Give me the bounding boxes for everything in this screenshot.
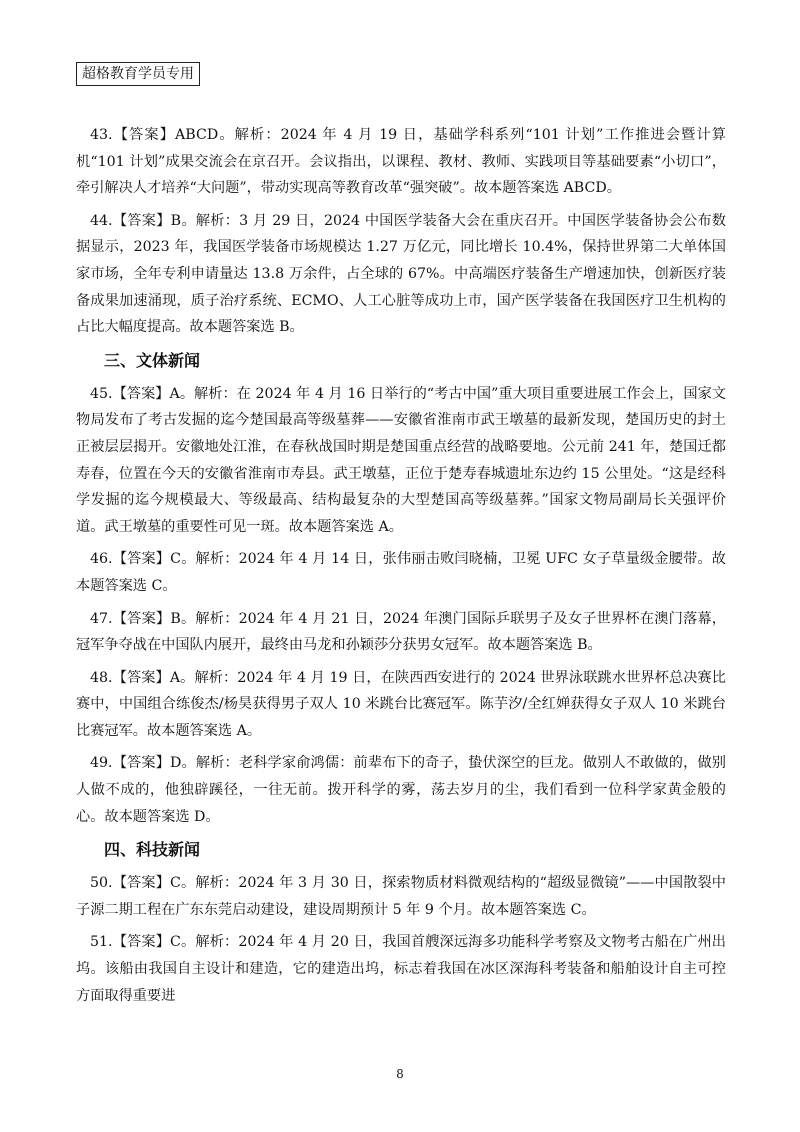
- answer-49: 49.【答案】D。解析：老科学家俞鸿儒：前辈布下的奇子，蛰伏深空的巨龙。做别人不敢做的，做别人做不成的，他独辟蹊径，一往无前。拨开科学的雾，荡去岁月的尘，我们看到一位科学家黄金般的心。故本题答案选 D。: [76, 755, 726, 825]
- document-body: [76, 122, 726, 1015]
- section-heading-culture-sports: 三、文体新闻: [104, 350, 201, 370]
- answer-47: 47.【答案】B。解析：2024 年 4 月 21 日，2024 年澳门国际乒联男子及女子世界杯在澳门落幕，冠军争夺战在中国队内展开，最终由马龙和孙颖莎分获男女冠军。故本题答案选 B。: [76, 610, 726, 654]
- section-heading-tech: 四、科技新闻: [104, 840, 201, 860]
- answer-46: 46.【答案】C。解析：2024 年 4 月 14 日，张伟丽击败闫晓楠，卫冕 UFC 女子草量级金腰带。故本题答案选 C。: [76, 551, 726, 594]
- answer-43: 43.【答案】ABCD。解析：2024 年 4 月 19 日，基础学科系列“101 计划”工作推进会暨计算机“101 计划”成果交流会在京召开。会议指出，以课程、教材、教师、实践项目等基础要素“小切口”，牵引解决人才培养“大问题”，带动实现高等教育改革“强突破”。故本题答案选 ABCD。: [76, 127, 726, 197]
- answer-51: 51.【答案】C。解析：2024 年 4 月 20 日，我国首艘深远海多功能科学考察及文物考古船在广州出坞。该船由我国自主设计和建造，它的建造出坞，标志着我国在冰区深海科考装备和船舶设计自主可控方面取得重要进: [76, 934, 726, 1004]
- answer-45: 45.【答案】A。解析：在 2024 年 4 月 16 日举行的“考古中国”重大项目重要进展工作会上，国家文物局发布了考古发掘的迄今楚国最高等级墓葬——安徽省淮南市武王墩墓的最新发现，楚国历史的封土正被层层揭开。安徽地处江淮，在春秋战国时期是楚国重点经营的战略要地。公元前 241 年，楚国迁都寿春，位置在今天的安徽省淮南市寿县。武王墩墓，正位于楚寿春城遗址东边约 15 公里处。“这是经科学发掘的迄今规模最大、等级最高、结构最复杂的大型楚国高等级墓葬。”国家文物局副局长关强评价道。武王墩墓的重要性可见一斑。故本题答案选 A。: [76, 385, 726, 535]
- answer-50: 50.【答案】C。解析：2024 年 3 月 30 日，探索物质材料微观结构的“超级显微镜”——中国散裂中子源二期工程在广东东莞启动建设，建设周期预计 5 年 9 个月。故本题答案选 C。: [76, 875, 726, 918]
- answer-48: 48.【答案】A。解析：2024 年 4 月 19 日，在陕西西安进行的 2024 世界泳联跳水世界杯总决赛比赛中，中国组合练俊杰/杨昊获得男子双人 10 米跳台比赛冠军。陈芋汐/全红婵获得女子双人 10 米跳台比赛冠军。故本题答案选 A。: [76, 669, 726, 739]
- answer-44: 44.【答案】B。解析：3 月 29 日，2024 中国医学装备大会在重庆召开。中国医学装备协会公布数据显示，2023 年，我国医学装备市场规模达 1.27 万亿元，同比增长 10.4%，保持世界第二大单体国家市场，全年专利申请量达 13.8 万余件，占全球的 67%。中高端医疗装备生产增速加快，创新医疗装备成果加速涌现，质子治疗系统、ECMO、人工心脏等成功上市，国产医学装备在我国医疗卫生机构的占比大幅度提高。故本题答案选 B。: [76, 212, 726, 336]
- header-stamp: 超格教育学员专用: [76, 62, 200, 86]
- page-number: 8: [396, 1067, 404, 1081]
